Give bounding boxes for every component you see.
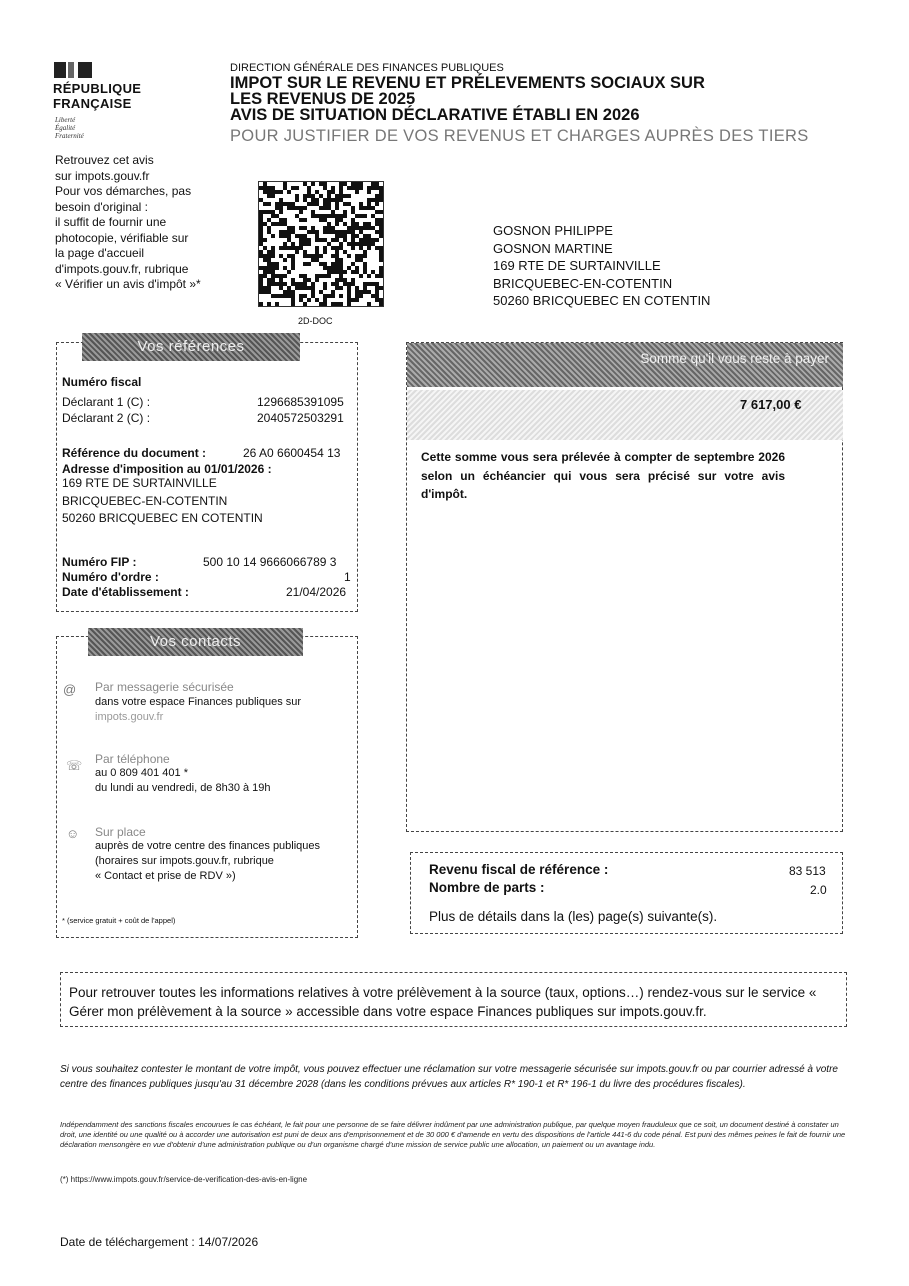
sum-band: Somme qu'il vous reste à payer (407, 343, 843, 387)
devise: Liberté Égalité Fraternité (55, 116, 84, 140)
fip-value: 500 10 14 9666066789 3 (203, 555, 337, 569)
document-title: IMPOT SUR LE REVENU ET PRÉLEVEMENTS SOCIAUX SUR LES REVENUS DE 2025 AVIS DE SITUATION DÉCLARATIVE ÉTABLI EN 2026 (230, 74, 705, 124)
rfr-value: 83 513 (789, 864, 826, 878)
contact-telephone-head: Par téléphone (95, 752, 170, 766)
verification-info: Retrouvez cet avis sur impots.gouv.fr Pour vos démarches, pas besoin d'original : il suffit de fournir une photocopie, vérifiable sur la page d'accueil d'impots.gouv.fr, rubrique « Vérifier un avis d'impôt »* (55, 153, 201, 291)
reference-value: 26 A0 6600454 13 (243, 446, 341, 460)
parts-value: 2.0 (810, 883, 827, 897)
document-subtitle: POUR JUSTIFIER DE VOS REVENUS ET CHARGES AUPRÈS DES TIERS (230, 127, 809, 145)
recipient-address: GOSNON PHILIPPE GOSNON MARTINE 169 RTE DE SURTAINVILLE BRICQUEBEC-EN-COTENTIN 50260 BRICQUEBEC EN COTENTIN (493, 223, 711, 309)
contact-telephone-text: au 0 809 401 401 * du lundi au vendredi, de 8h30 à 19h (95, 767, 271, 794)
numero-fiscal-label: Numéro fiscal (62, 375, 142, 389)
qr-code-icon (258, 181, 384, 307)
details-text: Plus de détails dans la (les) page(s) suivante(s). (429, 909, 718, 924)
contact-messagerie-head: Par messagerie sécurisée (95, 680, 234, 694)
verification-url: (*) https://www.impots.gouv.fr/service-de-verification-des-avis-en-ligne (60, 1175, 308, 1184)
adresse-imposition: 169 RTE DE SURTAINVILLE BRICQUEBEC-EN-COTENTIN 50260 BRICQUEBEC EN COTENTIN (62, 476, 263, 525)
declarant1-label: Déclarant 1 (C) : (62, 395, 151, 409)
contacts-tab: Vos contacts (88, 628, 303, 656)
contact-messagerie-text: dans votre espace Finances publiques sur impots.gouv.fr (95, 696, 302, 723)
prelevement-note: Pour retrouver toutes les informations relatives à votre prélèvement à la source (taux, options…) rendez-vous sur le service « Gérer mon prélèvement à la source » accessible dans votre espace Finances publiques sur impots.gouv.fr. (69, 985, 817, 1019)
parts-label: Nombre de parts : (429, 880, 545, 895)
declarant2-label: Déclarant 2 (C) : (62, 411, 151, 425)
sum-explanation: Cette somme vous sera prélevée à compter de septembre 2026 selon un échéancier qui vous sera précisé sur votre avis d'impôt. (421, 450, 785, 501)
download-date: Date de téléchargement : 14/07/2026 (60, 1235, 259, 1249)
adresse-label: Adresse d'imposition au 01/01/2026 : (62, 462, 272, 476)
legal-text: Indépendamment des sanctions fiscales encourues le cas échéant, le fait pour une personne de se faire délivrer indûment par une administration publique, par quelque moyen frauduleux que ce soit, un document destiné à constater un droit, une identité ou une qualité ou à accorder une autorisation est puni de deux ans d'emprisonnement et de 30 000 € d'amende en vertu des dispositions de l'article 441-6 du code pénal. Est puni des mêmes peines le fait de fournir une déclaration mensongère en vue d'obtenir d'une administration publique ou d'un organisme chargé d'une mission de service public une allocation, un paiement ou un avantage indu. (60, 1120, 846, 1150)
direction-label: DIRECTION GÉNÉRALE DES FINANCES PUBLIQUES (230, 62, 504, 74)
amount-due: 7 617,00 € (740, 397, 802, 412)
ordre-value: 1 (344, 570, 351, 584)
declarant1-value: 1296685391095 (257, 395, 344, 409)
contact-surplace-head: Sur place (95, 825, 146, 839)
references-tab: Vos références (82, 333, 300, 361)
republique-francaise: RÉPUBLIQUE FRANÇAISE (53, 81, 142, 111)
qr-label: 2D-DOC (298, 316, 333, 326)
rfr-label: Revenu fiscal de référence : (429, 862, 609, 877)
contact-surplace-text: auprès de votre centre des finances publiques (horaires sur impots.gouv.fr, rubrique « Contact et prise de RDV ») (95, 840, 321, 882)
person-icon: ☺ (66, 826, 80, 841)
reference-label: Référence du document : (62, 446, 207, 460)
ordre-label: Numéro d'ordre : (62, 570, 159, 584)
phone-icon: ☏ (66, 758, 83, 773)
contestation-text: Si vous souhaitez contester le montant de votre impôt, vous pouvez effectuer une réclamation sur votre messagerie sécurisée sur impots.gouv.fr ou par courrier adressé à votre centre des finances publiques jusqu'au 31 décembre 2028 (dans les conditions prévues aux articles R* 190-1 et R* 196-1 du livre des procédures fiscales). (60, 1064, 838, 1090)
fip-label: Numéro FIP : (62, 555, 137, 569)
date-etablissement-label: Date d'établissement : (62, 585, 189, 599)
marianne-logo-icon (54, 62, 94, 78)
date-etablissement-value: 21/04/2026 (286, 585, 347, 599)
declarant2-value: 2040572503291 (257, 411, 344, 425)
contacts-footnote: * (service gratuit + coût de l'appel) (62, 916, 176, 925)
at-icon: @ (63, 682, 77, 697)
